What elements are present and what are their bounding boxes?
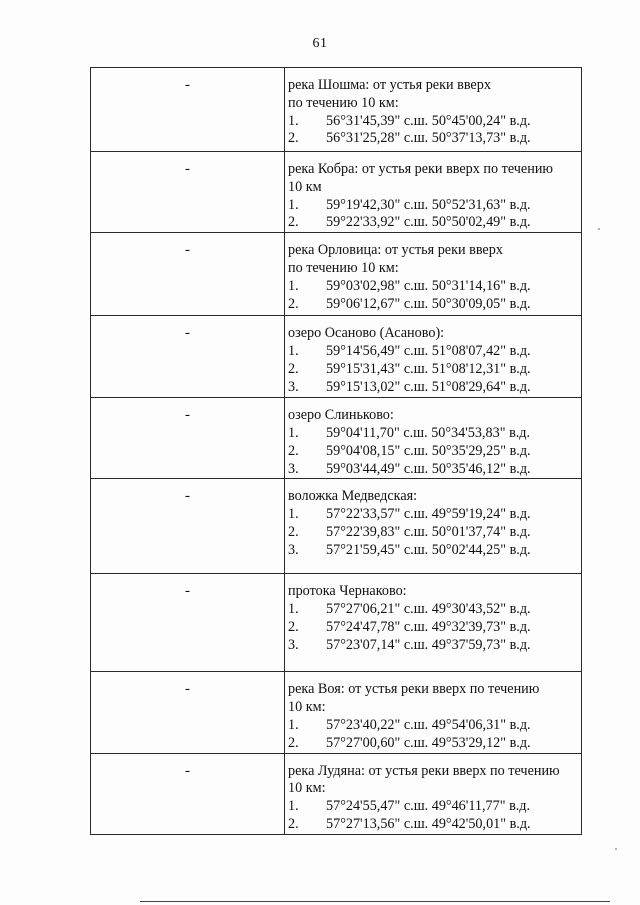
dash-cell	[91, 574, 285, 672]
coordinate-point	[288, 214, 579, 232]
coordinate-point	[288, 601, 579, 619]
point-coordinates: 59°19'42,30" с.ш. 50°52'31,63" в.д.	[326, 196, 531, 213]
point-coordinates: 57°27'06,21" с.ш. 49°30'43,52" в.д.	[326, 601, 531, 618]
description-cell	[285, 574, 582, 672]
page-bottom-rule	[140, 901, 610, 902]
coordinate-point	[288, 506, 579, 524]
dash-cell	[91, 753, 285, 834]
description-cell	[285, 398, 582, 479]
point-number: 1.	[288, 277, 299, 294]
dash-mark: -	[185, 583, 190, 600]
water-body-title-line: 10 км	[288, 178, 322, 195]
dash-cell	[91, 479, 285, 574]
water-body-title-line: по течению 10 км:	[288, 94, 399, 111]
water-body-title-line: река Шошма: от устья реки вверх	[288, 77, 491, 93]
point-number: 3.	[288, 460, 299, 477]
point-number: 2.	[288, 442, 299, 459]
coordinate-point	[288, 113, 579, 131]
water-body-title-line: озеро Осаново (Асаново):	[288, 325, 445, 342]
description-cell	[285, 316, 582, 398]
coordinate-point	[288, 425, 579, 443]
point-coordinates: 59°22'33,92" с.ш. 50°50'02,49" в.д.	[326, 214, 531, 231]
dash-cell	[91, 152, 285, 233]
dash-mark: -	[185, 488, 190, 505]
point-coordinates: 59°15'13,02" с.ш. 51°08'29,64" в.д.	[326, 378, 531, 395]
table-row	[91, 753, 582, 834]
water-body-title-line: 10 км:	[288, 699, 326, 716]
point-number: 2.	[288, 734, 299, 751]
point-number: 3.	[288, 636, 299, 653]
point-number: 2.	[288, 295, 299, 312]
table-row	[91, 574, 582, 672]
coordinate-point	[288, 637, 579, 655]
coordinate-point	[288, 461, 579, 479]
point-coordinates: 57°22'39,83" с.ш. 50°01'37,74" в.д.	[326, 523, 531, 540]
water-body-description	[285, 152, 581, 232]
coordinate-point	[288, 524, 579, 542]
dash-mark: -	[185, 161, 190, 177]
dash-cell	[91, 398, 285, 479]
table-row	[91, 398, 582, 479]
point-number: 1.	[288, 506, 299, 523]
coordinate-point	[288, 443, 579, 461]
coordinate-point	[288, 361, 579, 379]
scan-speck	[615, 848, 617, 850]
point-number: 1.	[288, 424, 299, 441]
point-coordinates: 57°24'47,78" с.ш. 49°32'39,73" в.д.	[326, 618, 531, 635]
water-body-title-line: река Кобра: от устья реки вверх по течению	[288, 161, 554, 177]
point-coordinates: 57°24'55,47" с.ш. 49°46'11,77" в.д.	[326, 798, 531, 815]
point-coordinates: 57°23'40,22" с.ш. 49°54'06,31" в.д.	[326, 716, 531, 733]
table-row	[91, 152, 582, 233]
point-number: 1.	[288, 716, 299, 733]
dash-mark: -	[185, 762, 190, 779]
dash-cell	[91, 672, 285, 753]
point-number: 3.	[288, 378, 299, 395]
water-body-description	[285, 754, 581, 834]
point-number: 2.	[288, 523, 299, 540]
dash-mark: -	[185, 77, 190, 93]
water-body-title-line: озеро Слиньково:	[288, 407, 394, 424]
coordinate-point	[288, 379, 579, 397]
point-number: 1.	[288, 342, 299, 359]
point-number: 3.	[288, 541, 299, 558]
water-body-title-line: по течению 10 км:	[288, 259, 399, 276]
dash-mark: -	[185, 325, 190, 342]
point-coordinates: 57°23'07,14" с.ш. 49°37'59,73" в.д.	[326, 636, 531, 653]
coordinate-point	[288, 816, 579, 834]
point-number: 2.	[288, 815, 299, 832]
point-number: 1.	[288, 112, 299, 129]
water-body-title-line: 10 км:	[288, 780, 326, 797]
dash-cell	[91, 316, 285, 398]
table-row	[91, 316, 582, 398]
water-body-description	[285, 574, 581, 654]
water-body-description	[285, 398, 581, 478]
water-body-description	[285, 672, 581, 752]
scan-speck	[598, 228, 600, 230]
point-number: 2.	[288, 618, 299, 635]
water-body-description	[285, 233, 581, 313]
dash-mark: -	[185, 407, 190, 424]
water-body-title-line: река Лудяна: от устья реки вверх по течению	[288, 762, 560, 779]
coordinate-point	[288, 197, 579, 215]
description-cell	[285, 753, 582, 834]
coordinate-point	[288, 619, 579, 637]
dash-mark: -	[185, 681, 190, 698]
point-coordinates: 57°22'33,57" с.ш. 49°59'19,24" в.д.	[326, 506, 531, 523]
point-coordinates: 56°31'45,39" с.ш. 50°45'00,24" в.д.	[326, 112, 531, 129]
point-coordinates: 59°06'12,67" с.ш. 50°30'09,05" в.д.	[326, 295, 531, 312]
point-coordinates: 59°03'44,49" с.ш. 50°35'46,12" в.д.	[326, 460, 531, 477]
coordinate-point	[288, 798, 579, 816]
point-number: 2.	[288, 360, 299, 377]
coordinate-point	[288, 343, 579, 361]
coordinate-point	[288, 735, 579, 753]
water-body-description	[285, 68, 581, 148]
water-body-title-line: воложка Медведская:	[288, 488, 418, 505]
table-row	[91, 68, 582, 152]
point-coordinates: 59°14'56,49" с.ш. 51°08'07,42" в.д.	[326, 342, 531, 359]
table-row	[91, 479, 582, 574]
coordinate-point	[288, 278, 579, 296]
dash-mark: -	[185, 242, 190, 259]
point-coordinates: 59°04'11,70" с.ш. 50°34'53,83" в.д.	[326, 424, 531, 441]
water-body-title-line: река Орловица: от устья реки вверх	[288, 242, 503, 259]
coordinates-table	[90, 67, 582, 835]
point-number: 1.	[288, 798, 299, 815]
water-body-description	[285, 479, 581, 559]
table-row	[91, 233, 582, 316]
point-coordinates: 59°03'02,98" с.ш. 50°31'14,16" в.д.	[326, 277, 531, 294]
dash-cell	[91, 68, 285, 152]
point-number: 1.	[288, 601, 299, 618]
point-number: 1.	[288, 196, 299, 213]
description-cell	[285, 68, 582, 152]
point-coordinates: 57°21'59,45" с.ш. 50°02'44,25" в.д.	[326, 541, 531, 558]
point-number: 2.	[288, 214, 299, 231]
coordinate-point	[288, 130, 579, 148]
point-coordinates: 57°27'13,56" с.ш. 49°42'50,01" в.д.	[326, 815, 531, 832]
description-cell	[285, 152, 582, 233]
point-coordinates: 59°04'08,15" с.ш. 50°35'29,25" в.д.	[326, 442, 531, 459]
dash-cell	[91, 233, 285, 316]
coordinate-point	[288, 296, 579, 314]
point-coordinates: 59°15'31,43" с.ш. 51°08'12,31" в.д.	[326, 360, 531, 377]
water-body-title-line: река Воя: от устья реки вверх по течению	[288, 681, 540, 698]
water-body-title-line: протока Чернаково:	[288, 583, 407, 600]
table-row	[91, 672, 582, 753]
description-cell	[285, 672, 582, 753]
point-coordinates: 57°27'00,60" с.ш. 49°53'29,12" в.д.	[326, 734, 531, 751]
description-cell	[285, 479, 582, 574]
point-number: 2.	[288, 130, 299, 147]
description-cell	[285, 233, 582, 316]
point-coordinates: 56°31'25,28" с.ш. 50°37'13,73" в.д.	[326, 130, 531, 147]
page-number: 61	[312, 36, 328, 51]
coordinate-point	[288, 542, 579, 560]
water-body-description	[285, 316, 581, 396]
coordinate-point	[288, 717, 579, 735]
